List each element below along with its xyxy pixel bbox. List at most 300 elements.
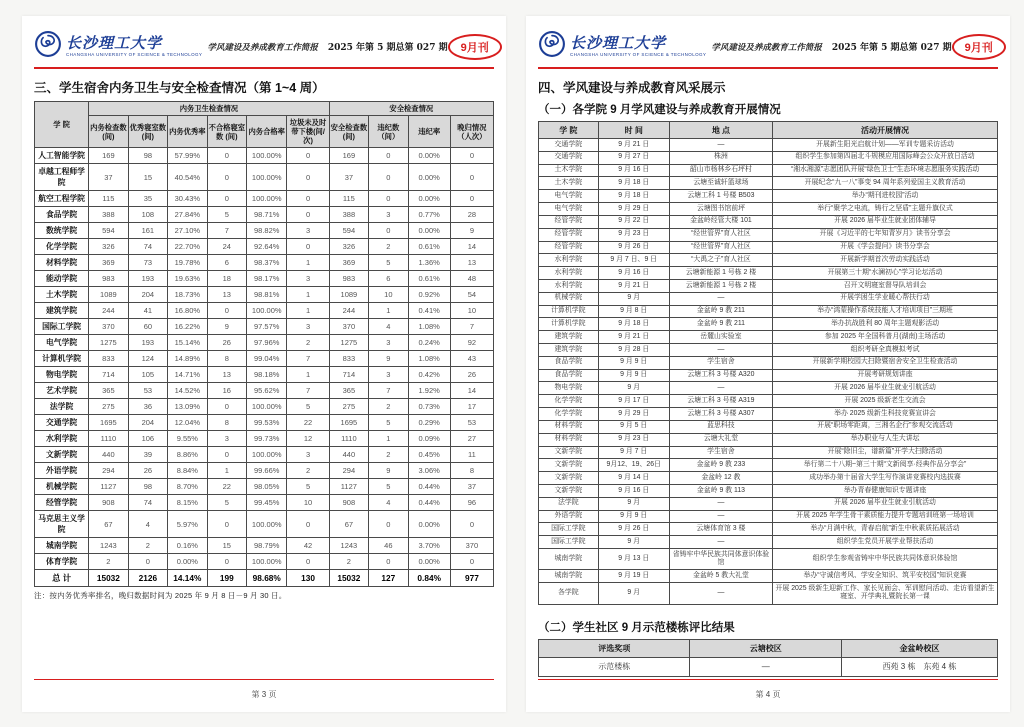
cell: 204 xyxy=(128,415,167,431)
cell: 0.41% xyxy=(408,303,450,319)
activity-cell: 开展 2026 届毕业生就业引航活动 xyxy=(773,382,998,395)
cell: 11 xyxy=(450,447,493,463)
table-row xyxy=(539,583,998,604)
yuntang-cell: — xyxy=(690,657,841,676)
cell: 13.09% xyxy=(168,399,207,415)
table-row xyxy=(539,497,998,510)
college-name-cell: 水利学院 xyxy=(539,267,599,280)
inspection-table-header xyxy=(35,102,494,148)
cell: 4 xyxy=(128,511,167,538)
activity-cell: 开展第三十期“水澜初心”学习论坛活动 xyxy=(773,267,998,280)
college-name-cell: 电气学院 xyxy=(35,335,89,351)
table-row xyxy=(539,292,998,305)
place-cell: 云塘新能源 1 号栋 2 楼 xyxy=(669,267,772,280)
table-row xyxy=(539,215,998,228)
month-badge: 9月刊 xyxy=(952,34,1006,60)
college-name-cell: 水利学院 xyxy=(35,431,89,447)
activity-cell: 举办 2025 级新生科技竞赛宣讲会 xyxy=(773,408,998,421)
cell: 199 xyxy=(207,570,246,587)
cell: 161 xyxy=(128,223,167,239)
date-cell: 9 月 29 日 xyxy=(598,408,669,421)
date-cell: 9 月 14 日 xyxy=(598,472,669,485)
cell: 26 xyxy=(128,463,167,479)
college-name-cell: 经管学院 xyxy=(539,228,599,241)
column-header: 活动开展情况 xyxy=(773,122,998,139)
cell: 0 xyxy=(287,511,329,538)
activity-cell: 开展新学期校园大扫除暨宿舍安全卫生检查活动 xyxy=(773,356,998,369)
college-name-cell: 水利学院 xyxy=(539,279,599,292)
cell: 0.00% xyxy=(408,554,450,570)
cell: 0 xyxy=(369,223,408,239)
column-header: 地 点 xyxy=(669,122,772,139)
table-row xyxy=(539,305,998,318)
header-divider xyxy=(538,67,998,69)
college-name-cell: 化学学院 xyxy=(539,395,599,408)
cell: 26 xyxy=(207,335,246,351)
header-group-row xyxy=(35,102,494,116)
cell: 19.63% xyxy=(168,271,207,287)
cell: 2 xyxy=(287,463,329,479)
activity-cell: 开展新学期首次劳动实践活动 xyxy=(773,254,998,267)
issue-info: 2025 年第 5 期总第 027 期 xyxy=(327,43,448,53)
cell: 98.17% xyxy=(247,271,287,287)
university-name-block xyxy=(66,36,202,57)
college-name-cell: 计算机学院 xyxy=(35,351,89,367)
cell: 100.00% xyxy=(247,148,287,164)
cell: 1 xyxy=(207,463,246,479)
cell: 5 xyxy=(287,399,329,415)
cell: 0.00% xyxy=(408,223,450,239)
college-name-cell: 交通学院 xyxy=(539,139,599,152)
column-header: 垃圾未及时带下楼(间/次) xyxy=(287,116,329,148)
month-badge: 9月刊 xyxy=(448,34,502,60)
cell: 1695 xyxy=(329,415,368,431)
date-cell: 9 月 xyxy=(598,292,669,305)
cell: 41 xyxy=(128,303,167,319)
cell: 0.00% xyxy=(408,511,450,538)
cell: 108 xyxy=(128,207,167,223)
college-name-cell: 能动学院 xyxy=(35,271,89,287)
table-row xyxy=(35,255,494,271)
cell: 3 xyxy=(287,223,329,239)
cell: 365 xyxy=(89,383,128,399)
place-cell: “经世管界”育人社区 xyxy=(669,241,772,254)
cell: 0 xyxy=(287,239,329,255)
footer-divider xyxy=(34,679,494,681)
college-name-cell: 国际工学院 xyxy=(539,523,599,536)
table-row xyxy=(539,203,998,216)
cell: 3.70% xyxy=(408,538,450,554)
table-row xyxy=(35,554,494,570)
cell: 0 xyxy=(450,148,493,164)
activity-cell: 开展 2026 届毕业生就业引航活动 xyxy=(773,497,998,510)
cell: 2 xyxy=(329,554,368,570)
cell: 67 xyxy=(89,511,128,538)
table-row xyxy=(539,344,998,357)
cell: 124 xyxy=(128,351,167,367)
activity-cell: 举办青春健康知识专题讲座 xyxy=(773,484,998,497)
table-row xyxy=(539,484,998,497)
activity-cell: 举办职业与人生大讲坛 xyxy=(773,433,998,446)
place-cell: 学生宿舍 xyxy=(669,356,772,369)
jinpenling-cell: 西苑 3 栋 东苑 4 栋 xyxy=(841,657,997,676)
activity-cell: 组织考研全真模拟考试 xyxy=(773,344,998,357)
table-row xyxy=(539,549,998,570)
table-note: 注：按内务优秀率排名，晚归数据时间为 2025 年 9 月 8 日－9 月 30 日。 xyxy=(34,591,287,601)
cell: 42 xyxy=(287,538,329,554)
college-name-cell: 建筑学院 xyxy=(539,331,599,344)
college-name-cell: 外语学院 xyxy=(539,510,599,523)
header-row xyxy=(539,639,998,657)
table-row xyxy=(539,318,998,331)
cell: 369 xyxy=(329,255,368,271)
issue-info: 2025 年第 5 期总第 027 期 xyxy=(831,43,952,53)
cell: 1.08% xyxy=(408,351,450,367)
activity-cell: 开展 2025 级新老生交流会 xyxy=(773,395,998,408)
hygiene-group-header: 内务卫生检查情况 xyxy=(89,102,329,116)
cell: 16.80% xyxy=(168,303,207,319)
activity-cell: 开展 2025 级新生迎新工作、家长见面会、军训慰问活动、走访看望新生寝室、开学典礼暨院长第一课 xyxy=(773,583,998,604)
activity-cell: 开展 2026 届毕业生就业团体辅导 xyxy=(773,215,998,228)
cell: 326 xyxy=(329,239,368,255)
award-cell: 示范楼栋 xyxy=(539,657,690,676)
subsection-title-demo-buildings: （二）学生社区 9 月示范楼栋评比结果 xyxy=(538,621,735,634)
cell: 22 xyxy=(287,415,329,431)
table-row xyxy=(35,351,494,367)
cell: 12.04% xyxy=(168,415,207,431)
cell: 115 xyxy=(89,191,128,207)
cell: 0.09% xyxy=(408,431,450,447)
cell: 0 xyxy=(450,511,493,538)
cell: 14.52% xyxy=(168,383,207,399)
cell: 369 xyxy=(89,255,128,271)
college-name-cell: 文新学院 xyxy=(539,472,599,485)
date-cell: 9 月 xyxy=(598,583,669,604)
cell: 0 xyxy=(207,399,246,415)
cell: 60 xyxy=(128,319,167,335)
activity-cell: 组织学生参观省铸牢中华民族共同体意识体验馆 xyxy=(773,549,998,570)
cell: 908 xyxy=(89,495,128,511)
cell: 3 xyxy=(287,447,329,463)
cell: 8.84% xyxy=(168,463,207,479)
cell: 130 xyxy=(287,570,329,587)
cell: 0 xyxy=(369,164,408,191)
cell: 1.08% xyxy=(408,319,450,335)
cell: 15 xyxy=(128,164,167,191)
college-name-cell: 城南学院 xyxy=(539,570,599,583)
table-row xyxy=(539,279,998,292)
cell: 833 xyxy=(329,351,368,367)
cell: 370 xyxy=(450,538,493,554)
cell: 0.00% xyxy=(168,554,207,570)
cell: 0.29% xyxy=(408,415,450,431)
activity-cell: 组织学生党员开展学业帮扶活动 xyxy=(773,536,998,549)
cell: 96 xyxy=(450,495,493,511)
cell: 8.86% xyxy=(168,447,207,463)
cell: 440 xyxy=(329,447,368,463)
cell: 14.14% xyxy=(168,570,207,587)
cell: 14 xyxy=(450,383,493,399)
cell: 98.05% xyxy=(247,479,287,495)
cell: 326 xyxy=(89,239,128,255)
cell: 15032 xyxy=(89,570,128,587)
date-cell: 9 月 21 日 xyxy=(598,331,669,344)
table-row xyxy=(539,267,998,280)
cell: 0 xyxy=(287,554,329,570)
cell: 14.71% xyxy=(168,367,207,383)
cell: 28 xyxy=(450,207,493,223)
table-row xyxy=(539,446,998,459)
cell: 92.64% xyxy=(247,239,287,255)
cell: 5 xyxy=(207,495,246,511)
cell: 370 xyxy=(89,319,128,335)
place-cell: 云塘大礼堂 xyxy=(669,433,772,446)
cell: 98.18% xyxy=(247,367,287,383)
cell: 22.70% xyxy=(168,239,207,255)
safety-group-header: 安全检查情况 xyxy=(329,102,493,116)
activity-cell: 举办抗战胜利 80 周年主题观影活动 xyxy=(773,318,998,331)
college-name-cell: 交通学院 xyxy=(539,151,599,164)
date-cell: 9 月 17 日 xyxy=(598,395,669,408)
activity-cell: 举办“鸿蒙操作系统技能人才培训项目”三期班 xyxy=(773,305,998,318)
college-name-cell: 计算机学院 xyxy=(539,318,599,331)
cell: 388 xyxy=(329,207,368,223)
cell: 2 xyxy=(369,399,408,415)
cell: 46 xyxy=(369,538,408,554)
table-row xyxy=(35,207,494,223)
column-header: 学 院 xyxy=(539,122,599,139)
college-name-cell: 经管学院 xyxy=(539,241,599,254)
cell: 98.79% xyxy=(247,538,287,554)
table-row xyxy=(539,241,998,254)
date-cell: 9 月 19 日 xyxy=(598,570,669,583)
cell: 37 xyxy=(329,164,368,191)
activities-table-body xyxy=(539,139,998,605)
college-name-cell: 材料学院 xyxy=(35,255,89,271)
college-name-cell: 机械学院 xyxy=(35,479,89,495)
place-cell: 金盆岭 9 教 211 xyxy=(669,305,772,318)
cell: 714 xyxy=(329,367,368,383)
column-header: 安全检查数 (间) xyxy=(329,116,368,148)
cell: 99.66% xyxy=(247,463,287,479)
cell: 594 xyxy=(329,223,368,239)
table-row xyxy=(539,408,998,421)
cell: 99.04% xyxy=(247,351,287,367)
cell: 7 xyxy=(287,383,329,399)
college-name-cell: 法学院 xyxy=(539,497,599,510)
header-sub-row xyxy=(35,116,494,148)
place-cell: 云塘工科 3 号楼 A307 xyxy=(669,408,772,421)
university-name-en: CHANGSHA UNIVERSITY OF SCIENCE & TECHNOLOGY xyxy=(66,51,203,57)
date-cell: 9 月 16 日 xyxy=(598,267,669,280)
cell: 908 xyxy=(329,495,368,511)
cell: 37 xyxy=(450,479,493,495)
college-name-cell: 外语学院 xyxy=(35,463,89,479)
table-row xyxy=(35,399,494,415)
cell: 0 xyxy=(207,511,246,538)
table-row xyxy=(539,177,998,190)
cell: 13 xyxy=(450,255,493,271)
cell: 13 xyxy=(207,287,246,303)
cell: 0.84% xyxy=(408,570,450,587)
place-cell: — xyxy=(669,536,772,549)
cell: 244 xyxy=(329,303,368,319)
cell: 92 xyxy=(450,335,493,351)
date-cell: 9 月 18 日 xyxy=(598,318,669,331)
activity-cell: 成功举办第十届省大学生写作演讲竞赛校内选拔赛 xyxy=(773,472,998,485)
table-row xyxy=(35,191,494,207)
table-row xyxy=(35,447,494,463)
cell: 2 xyxy=(369,447,408,463)
total-row xyxy=(35,570,494,587)
cell: 74 xyxy=(128,495,167,511)
table-row xyxy=(539,657,998,676)
table-row xyxy=(539,433,998,446)
cell: 1243 xyxy=(329,538,368,554)
cell: 43 xyxy=(450,351,493,367)
cell: 0 xyxy=(128,554,167,570)
table-row xyxy=(539,382,998,395)
college-name-cell: 人工智能学院 xyxy=(35,148,89,164)
cell: 3 xyxy=(369,367,408,383)
cell: 100.00% xyxy=(247,303,287,319)
date-cell: 9 月 23 日 xyxy=(598,228,669,241)
date-cell: 9 月 xyxy=(598,497,669,510)
cell: 27.10% xyxy=(168,223,207,239)
cell: 0 xyxy=(450,164,493,191)
college-name-cell: 物电学院 xyxy=(35,367,89,383)
dorm-inspection-table xyxy=(34,101,494,587)
cell: 0.00% xyxy=(408,148,450,164)
cell: 48 xyxy=(450,271,493,287)
cell: 1 xyxy=(287,255,329,271)
cell: 370 xyxy=(329,319,368,335)
cell: 0.45% xyxy=(408,447,450,463)
college-name-cell: 材料学院 xyxy=(539,420,599,433)
cell: 16.22% xyxy=(168,319,207,335)
column-header: 内务检查数 (间) xyxy=(89,116,128,148)
cell: 30.43% xyxy=(168,191,207,207)
date-cell: 9 月 26 日 xyxy=(598,241,669,254)
college-name-cell: 艺术学院 xyxy=(35,383,89,399)
cell: 1695 xyxy=(89,415,128,431)
cell: 0 xyxy=(207,303,246,319)
cell: 95.62% xyxy=(247,383,287,399)
college-name-cell: 电气学院 xyxy=(539,190,599,203)
cell: 18 xyxy=(207,271,246,287)
activity-cell: 开展学困生学业暖心帮扶行动 xyxy=(773,292,998,305)
cell: 440 xyxy=(89,447,128,463)
cell: 275 xyxy=(329,399,368,415)
college-name-cell: 体育学院 xyxy=(35,554,89,570)
cell: 100.00% xyxy=(247,554,287,570)
college-name-cell: 交通学院 xyxy=(35,415,89,431)
cell: 3 xyxy=(369,335,408,351)
date-cell: 9 月 29 日 xyxy=(598,203,669,216)
place-cell: 云塘体育馆 3 楼 xyxy=(669,523,772,536)
cell: 3.06% xyxy=(408,463,450,479)
column-header: 时 间 xyxy=(598,122,669,139)
cell: 10 xyxy=(450,303,493,319)
cell: 388 xyxy=(89,207,128,223)
cell: 37 xyxy=(89,164,128,191)
table-row xyxy=(35,383,494,399)
cell: 4 xyxy=(369,319,408,335)
cell: 105 xyxy=(128,367,167,383)
activity-cell: 开展考研规划讲座 xyxy=(773,369,998,382)
page-4 xyxy=(526,16,1010,712)
place-cell: — xyxy=(669,583,772,604)
cell: 1243 xyxy=(89,538,128,554)
cell: 1 xyxy=(369,303,408,319)
place-cell: 学生宿舍 xyxy=(669,446,772,459)
college-name-cell: 城南学院 xyxy=(35,538,89,554)
cell: 22 xyxy=(207,479,246,495)
place-cell: 株洲 xyxy=(669,151,772,164)
cell: 98 xyxy=(128,479,167,495)
activity-cell: 开展“除旧尘，谱新篇”开学大扫除活动 xyxy=(773,446,998,459)
date-cell: 9 月 xyxy=(598,382,669,395)
cell: 5 xyxy=(207,207,246,223)
table-row xyxy=(35,287,494,303)
cell: 7 xyxy=(450,319,493,335)
college-name-cell: 经管学院 xyxy=(539,215,599,228)
college-name-cell: 各学院 xyxy=(539,583,599,604)
college-name-cell: 文新学院 xyxy=(539,484,599,497)
cell: 73 xyxy=(128,255,167,271)
cell: 594 xyxy=(89,223,128,239)
cell: 1.92% xyxy=(408,383,450,399)
date-cell: 9 月 16 日 xyxy=(598,484,669,497)
date-cell: 9 月 28 日 xyxy=(598,344,669,357)
table-row xyxy=(35,239,494,255)
cell: 13 xyxy=(207,367,246,383)
cell: 0.92% xyxy=(408,287,450,303)
table-row xyxy=(539,151,998,164)
place-cell: 金盆岭 9 教 233 xyxy=(669,459,772,472)
cell: 0 xyxy=(207,447,246,463)
column-header: 云塘校区 xyxy=(690,639,841,657)
cell: 3 xyxy=(207,431,246,447)
place-cell: 金盆岭 5 教大礼堂 xyxy=(669,570,772,583)
place-cell: 金盆岭 12 教 xyxy=(669,472,772,485)
date-cell: 9 月 9 日 xyxy=(598,356,669,369)
table-row xyxy=(35,463,494,479)
college-name-cell: 建筑学院 xyxy=(35,303,89,319)
cell: 0 xyxy=(287,148,329,164)
cell: 35 xyxy=(128,191,167,207)
college-name-cell: 食品学院 xyxy=(539,356,599,369)
cell: 1 xyxy=(287,287,329,303)
date-cell: 9 月 5 日 xyxy=(598,420,669,433)
cell: 127 xyxy=(369,570,408,587)
cell: 74 xyxy=(128,239,167,255)
activity-cell: 举行第二十八期~第三十期“文新阅享·经典作品分享会” xyxy=(773,459,998,472)
cell: 9 xyxy=(369,463,408,479)
table-row xyxy=(539,472,998,485)
activity-cell: 举行“聚学之电流，铸行之坚盾”主题升旗仪式 xyxy=(773,203,998,216)
cell: 833 xyxy=(89,351,128,367)
bulletin-title: 学风建设及养成教育工作简报 xyxy=(711,42,822,53)
college-name-cell: 电气学院 xyxy=(539,203,599,216)
cell: 14.89% xyxy=(168,351,207,367)
cell: 5 xyxy=(287,479,329,495)
place-cell: — xyxy=(669,510,772,523)
table-row xyxy=(539,570,998,583)
place-cell: “大禹之子”育人社区 xyxy=(669,254,772,267)
cell: 1 xyxy=(369,431,408,447)
date-cell: 9 月 26 日 xyxy=(598,523,669,536)
